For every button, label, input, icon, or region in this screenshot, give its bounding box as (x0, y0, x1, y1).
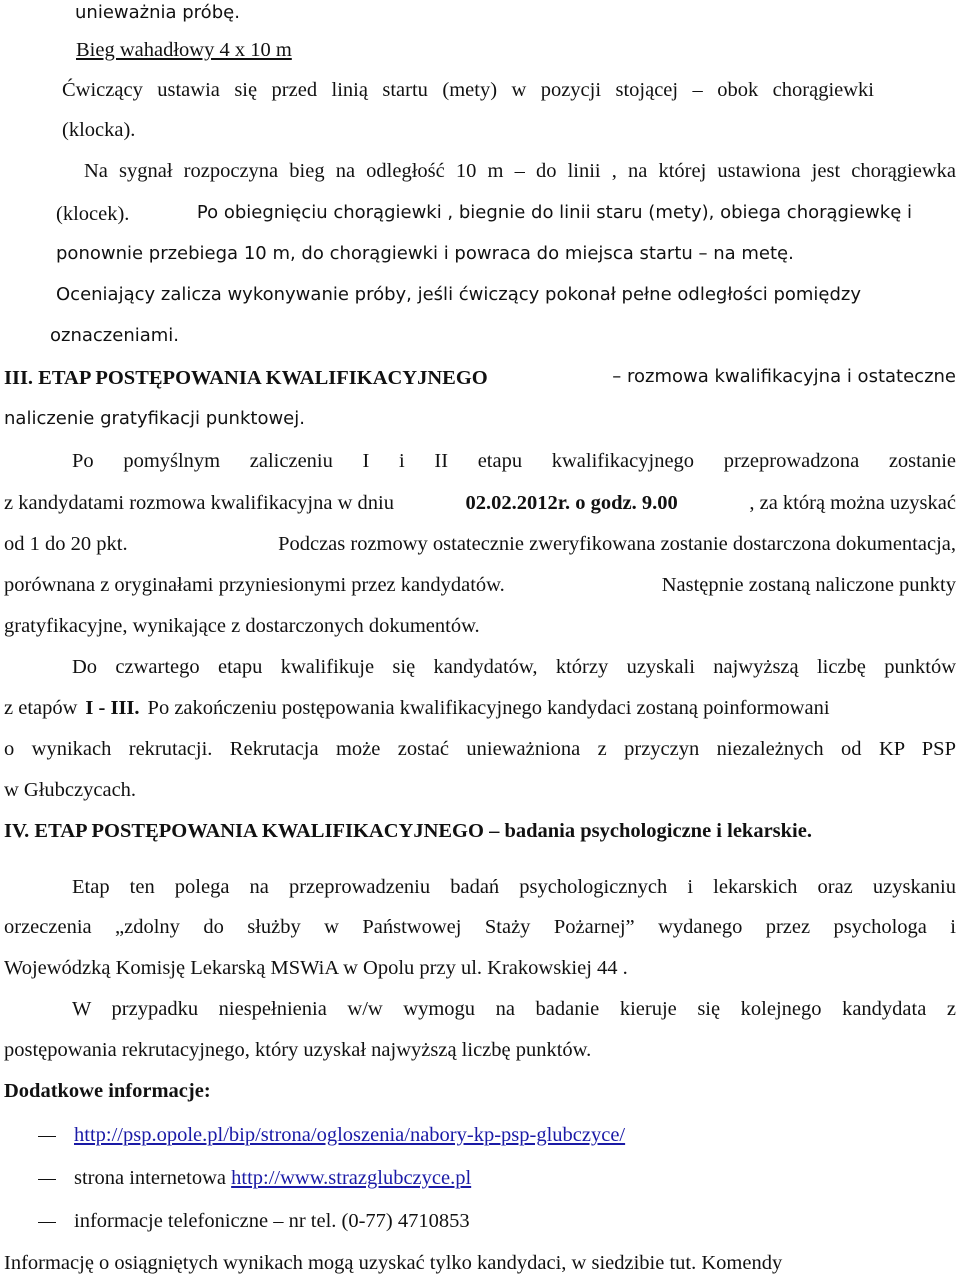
text-line: Ćwiczący ustawia się przed linią startu (mety) w pozycji stojącej – obok chorągiewki (62, 79, 874, 101)
text-span: Po zakończeniu postępowania kwalifikacyjnego kandydaci zostaną poinformowani (147, 697, 830, 719)
additional-info-heading: Dodatkowe informacje: (4, 1080, 211, 1102)
text-line (4, 575, 956, 596)
text-line: W przypadku niespełnienia w/w wymogu na badanie kieruje się kolejnego kandydata z (72, 998, 956, 1020)
text-line: naliczenie gratyfikacji punktowej. (4, 408, 305, 429)
text-span: Następnie zostaną naliczone punkty (661, 574, 956, 596)
section-heading-iv: IV. ETAP POSTĘPOWANIA KWALIFIKACYJNEGO – badania psychologiczne i lekarskie. (4, 820, 812, 842)
text-span: , za którą można uzyskać (749, 492, 956, 514)
text-line: Po pomyślnym zaliczeniu I i II etapu kwalifikacyjnego przeprowadzona zostanie (72, 450, 956, 472)
text-line: Etap ten polega na przeprowadzeniu badań psychologicznych i lekarskich oraz uzyskaniu (72, 876, 956, 898)
text-line (4, 534, 956, 555)
section-heading-iii (4, 368, 956, 389)
text-line: Na sygnał rozpoczyna bieg na odległość 10 m – do linii , na której ustawiona jest chorągiewka (84, 160, 956, 182)
text-line: (klocka). (62, 119, 136, 141)
list-item: informacje telefoniczne – nr tel. (0-77) 4710853 (74, 1210, 470, 1232)
list-item (74, 1168, 471, 1189)
text-span: z etapów (4, 697, 78, 719)
dash-bullet-icon (38, 1222, 56, 1223)
text-span: porównana z oryginałami przyniesionymi przez kandydatów. (4, 574, 505, 596)
text-line: orzeczenia „zdolny do służby w Państwowej Staży Pożarnej” wydanego przez psychologa i (4, 916, 956, 938)
date-time: 02.02.2012r. o godz. 9.00 (465, 492, 678, 514)
text-line: w Głubczycach. (4, 779, 137, 801)
dash-bullet-icon (38, 1136, 56, 1137)
text-line: unieważnia próbę. (75, 2, 240, 23)
text-line (4, 493, 956, 514)
text-span: z kandydatami rozmowa kwalifikacyjna w dniu (4, 492, 394, 514)
text-span: Po obiegnięciu chorągiewki , biegnie do linii staru (mety), obiega chorągiewkę i (196, 202, 912, 223)
dash-bullet-icon (38, 1179, 56, 1180)
text-span: od 1 do 20 pkt. (4, 533, 128, 555)
text-line: Do czwartego etapu kwalifikuje się kandydatów, którzy uzyskali najwyższą liczbę punktów (72, 656, 956, 678)
section-subheading: Bieg wahadłowy 4 x 10 m (76, 39, 292, 61)
text-line (4, 698, 956, 719)
link-psp-opole[interactable]: http://psp.opole.pl/bip/strona/ogloszenia/nabory-kp-psp-glubczyce/ (74, 1124, 626, 1146)
text-line (56, 204, 912, 225)
heading-rest: – rozmowa kwalifikacyjna i ostateczne (612, 366, 956, 387)
text-span: strona internetowa (74, 1167, 226, 1189)
text-line: o wynikach rekrutacji. Rekrutacja może zostać unieważniona z przyczyn niezależnych od KP PSP (4, 738, 956, 760)
link-strazglubczyce[interactable]: http://www.strazglubczyce.pl (231, 1167, 472, 1189)
text-line: Informację o osiągniętych wynikach mogą uzyskać tylko kandydaci, w siedzibie tut. Komendy (4, 1252, 783, 1274)
text-line: Wojewódzką Komisję Lekarską MSWiA w Opolu przy ul. Krakowskiej 44 . (4, 957, 628, 979)
heading-bold: III. ETAP POSTĘPOWANIA KWALIFIKACYJNEGO (4, 367, 488, 389)
text-line: postępowania rekrutacyjnego, który uzyskał najwyższą liczbę punktów. (4, 1039, 592, 1061)
stage-range: I - III. (85, 697, 140, 719)
text-line: gratyfikacyjne, wynikające z dostarczonych dokumentów. (4, 615, 480, 637)
text-span: (klocek). (56, 203, 130, 225)
text-line: Oceniający zalicza wykonywanie próby, jeśli ćwiczący pokonał pełne odległości pomiędzy (56, 284, 862, 305)
text-span: Podczas rozmowy ostatecznie zweryfikowana zostanie dostarczona dokumentacja, (278, 533, 956, 555)
text-line: oznaczeniami. (50, 325, 180, 346)
text-line: ponownie przebiega 10 m, do chorągiewki i powraca do miejsca startu – na metę. (56, 243, 794, 264)
